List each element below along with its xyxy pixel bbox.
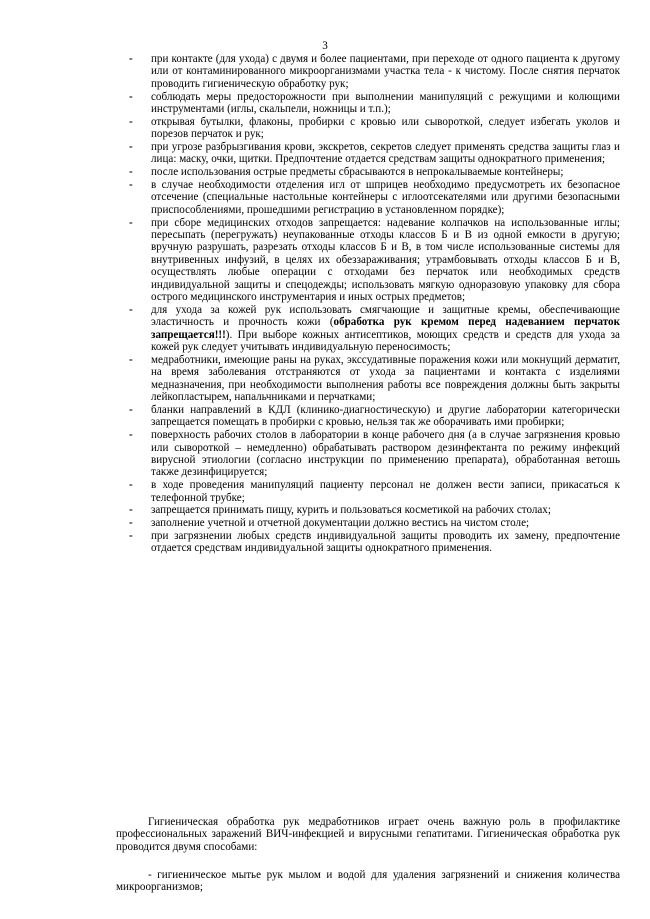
list-item: [129, 354, 620, 404]
list-item-text: в случае необходимости отделения игл от шприцев необходимо предусмотреть их безопасное отсечение (специальные настольные контейнеры с иглоотсекателями или другими безопасными приспособлениями, прошедшими регистрацию в установленном порядке);: [151, 179, 620, 216]
bullet-marker: -: [129, 166, 133, 179]
hand-washing-paragraph: - гигиеническое мытье рук мылом и водой для удаления загрязнений и снижения количества микроорганизмов;: [116, 869, 620, 894]
list-item-text: в ходе проведения манипуляций пациенту персонал не должен вести записи, прикасаться к телефонной трубке;: [151, 479, 620, 504]
list-item-text: соблюдать меры предосторожности при выполнении манипуляций с режущими и колющими инструментами (иглы, скальпели, ножницы и т.п.);: [151, 90, 620, 116]
list-item-text: при угрозе разбрызгивания крови, экскретов, секретов следует применять средства защиты глаз и лица: маску, очки, щитки. Предпочтение отдается средствам защиты однократного применения;: [151, 141, 620, 166]
list-item-text: запрещается принимать пищу, курить и пользоваться косметикой на рабочих столах;: [151, 504, 551, 517]
list-item-text: при сборе медицинских отходов запрещается: надевание колпачков на использованные иглы; пересыпать (перегружать) неупакованные отходы классов Б и В из одной емкости в другую; вручную разрушать, разрезать отходы классов Б и В, в том числе использованные системы для внутривенных инфузий, в целях их обеззараживания; утрамбовывать отходы классов Б и В, осуществлять любые операции с отходами без перчаток или необходимых средств индивидуальной защиты и спецодежды; использовать мягкую одноразовую упаковку для сбора острого медицинского инструментария и иных острых предметов;: [151, 216, 620, 304]
bullet-marker: -: [129, 115, 133, 128]
list-item: [129, 116, 620, 141]
list-item: [129, 179, 620, 216]
bullet-marker: -: [129, 403, 133, 416]
list-item-text: при контакте (для ухода) с двумя и более пациентами, при переходе от одного пациента к другому или от контаминированного микроорганизмами участка тела - к чистому. После снятия перчаток проводить гигиеническую обработку рук;: [151, 53, 620, 90]
list-item-text: при загрязнении любых средств индивидуальной защиты проводить их замену, предпочтение отдается средствам индивидуальной защиты однократного применения.: [151, 529, 620, 555]
list-item: [129, 404, 620, 429]
list-item-text: заполнение учетной и отчетной документации должно вестись на чистом столе;: [151, 517, 530, 530]
list-item: [129, 304, 620, 354]
list-item: [129, 217, 620, 304]
list-item-text: медработники, имеющие раны на руках, экссудативные поражения кожи или мокнущий дерматит, на время заболевания отстраняются от ухода за пациентами и контакта с изделиями медназначения, при необходимости выполнения работы все повреждения должны быть закрыты лейкопластырем, напальчниками и перчатками;: [151, 353, 620, 404]
list-item: [129, 530, 620, 555]
bullet-marker: -: [129, 216, 133, 229]
bullet-marker: -: [129, 141, 133, 154]
list-item: [129, 166, 620, 178]
list-item: [129, 517, 620, 529]
list-item-text: после использования острые предметы сбрасываются в непрокалываемые контейнеры;: [151, 166, 564, 179]
list-item: [129, 429, 620, 479]
list-item-text: открывая бутылки, флаконы, пробирки с кровью или сывороткой, следует избегать уколов и порезов перчаток и рук;: [151, 115, 620, 141]
list-item-text: поверхность рабочих столов в лаборатории в конце рабочего дня (а в случае загрязнения кровью или сывороткой – немедленно) обрабатывать раствором дезинфектанта по режиму инфекций вирусной этиологии (согласно инструкции по применению препарата), обработанная ветошь также дезинфицируется;: [151, 429, 620, 479]
bullet-marker: -: [129, 90, 133, 103]
bullet-marker: -: [129, 529, 133, 542]
list-item-bold-text: обработка рук кремом перед надеванием перчаток запрещается!!!: [151, 316, 620, 341]
page-number: 3: [322, 40, 328, 52]
list-item-text: ). При выборе кожных антисептиков, моющих средств и средств для ухода за кожей рук следует учитывать индивидуальную переносимость;: [151, 328, 620, 354]
hand-hygiene-paragraph: Гигиеническая обработка рук медработников играет очень важную роль в профилактике профессиональных заражений ВИЧ-инфекцией и вирусными гепатитами. Гигиеническая обработка рук проводится двумя способами:: [116, 816, 620, 853]
bullet-marker: -: [129, 53, 133, 65]
list-item-text: для ухода за кожей рук использовать смягчающие и защитные кремы, обеспечивающие эластичность и прочность кожи (: [151, 303, 620, 329]
bullet-marker: -: [129, 504, 133, 517]
bullet-marker: -: [129, 353, 133, 366]
list-item-text: бланки направлений в КДЛ (клинико-диагностическую) и другие лаборатории категорически запрещается помещать в пробирки с кровью, нельзя так же оборачивать ими пробирки;: [151, 403, 620, 429]
list-item: [129, 53, 620, 90]
bullet-list: [129, 53, 620, 555]
list-item: [129, 479, 620, 504]
bullet-marker: -: [129, 479, 133, 492]
list-item: [129, 504, 620, 516]
bullet-marker: -: [129, 303, 133, 316]
bullet-marker: -: [129, 517, 133, 530]
bullet-marker: -: [129, 429, 133, 442]
list-item: [129, 91, 620, 116]
bullet-marker: -: [129, 179, 133, 192]
list-item: [129, 141, 620, 166]
